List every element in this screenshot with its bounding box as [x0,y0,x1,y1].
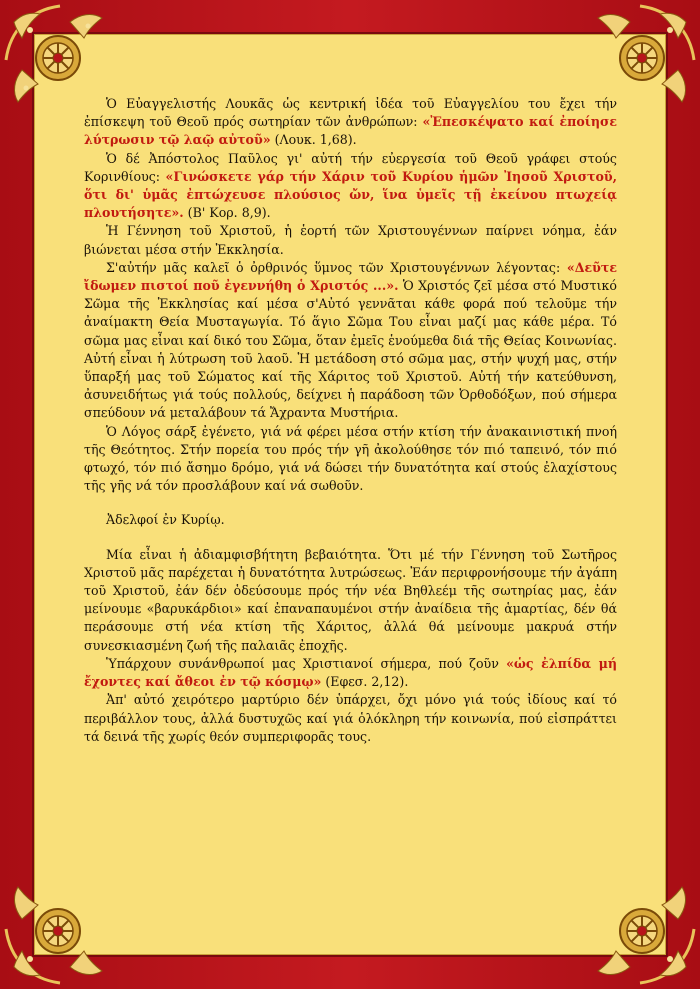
text-run: Ὁ Χριστός ζεῖ μέσα στό Μυστικό Σῶμα τῆς Ἐκκλησίας καί μέσα σ'Αὐτό γεννᾶται κάθε φορά πού τελοῦμε τήν ἀναίμακτη Θεία Μυσταγωγία. Τό ἅγιο Σῶμα Του εἶναι μαζί μας κάθε μέρα. Τό σῶμα μας εἶναι καί δικό του Σῶμα, ὅταν ἐμεῖς ἑνούμεθα διά τῆς Θείας Κοινωνίας. Αὐτή εἶναι ἡ λύτρωση τοῦ λαοῦ. Ἡ μετάδοση στό σῶμα μας, στήν ψυχή μας, στήν ὕπαρξή μας τοῦ Σώματος καί τῆς Χάριτος τοῦ Χριστοῦ. Αὐτή τήν κατεύθυνση, ἀσυνειδήτως γιά τούς πολλούς, δείχνει ἡ παράδοση τῶν Ὀρθοδόξων, πού σήμερα σπεύδουν νά μεταλάβουν τά Ἄχραντα Μυστήρια. [84,278,617,421]
text-run: Ὁ Εὐαγγελιστής Λουκᾶς ὡς κεντρική ἰδέα τοῦ Εὐαγγελίου του ἔχει τήν ἐπίσκεψη τοῦ Θεοῦ πρός σωτηρίαν τῶν ἀνθρώπων: [84,96,617,130]
gold-rosette-corner-icon [6,6,102,102]
paragraph-salutation [84,511,617,529]
text-run: (Β' Κορ. 8,9). [183,205,271,221]
corner-ornament-bottom-right [582,871,700,989]
text-run: Ὑπάρχουν συνάνθρωποί μας Χριστιανοί σήμερα, πού ζοῦν [106,655,507,671]
text-run: Ἀπ' αὐτό χειρότερο μαρτύριο δέν ὑπάρχει, ὄχι μόνο γιά τούς ἰδίους καί τό περιβάλλον τους, ἀλλά δυστυχῶς καί γιά ὁλόκληρη τήν κοινωνία, πού εἰσπράττει τά δεινά τῆς χωρίς θεόν συμπεριφορᾶς τους. [84,692,617,744]
article-body [84,95,617,746]
text-run: (Εφεσ. 2,12). [321,674,409,690]
paragraph-hymn [84,259,617,423]
text-run: Ὁ δέ Ἀπόστολος Παῦλος γι' αὐτή τήν εὐεργεσία τοῦ Θεοῦ γράφει στούς Κορινθίους: [84,150,617,184]
corner-ornament-bottom-left [0,871,118,989]
paragraph-martyrdom [84,691,617,746]
scripture-quote: «ὡς ἐλπίδα μή ἔχοντες καί ἄθεοι ἐν τῷ κόσμῳ» [84,655,617,690]
paragraph-paul [84,150,617,223]
paragraph-luke [84,95,617,150]
scripture-quote: «Γινώσκετε γάρ τήν Χάριν τοῦ Κυρίου ἡμῶν Ἰησοῦ Χριστοῦ, ὅτι δι' ὑμᾶς ἐπτώχευσε πλούσιος ὤν, ἵνα ὑμεῖς τῇ ἐκείνου πτωχείᾳ πλουτήσητε». [84,168,618,221]
paragraph-nativity [84,222,617,258]
text-run: Ὁ Λόγος σάρξ ἐγένετο, γιά νά φέρει μέσα στήν κτίση τήν ἀνακαινιστική πνοή τῆς Θεότητος. Στήν πορεία του πρός τήν γῆ ἀκολούθησε τόν πιό ταπεινό, τόν πιό φτωχό, τόν πιό ἄσημο δρόμο, γιά νά δώσει τήν δυνατότητα καί στούς ἐλαχίστους τῆς γῆς νά τόν προσλάβουν καί νά σωθοῦν. [84,423,617,494]
text-run: Ἀδελφοί ἐν Κυρίῳ. [106,512,225,528]
paragraph-hopeless [84,655,617,691]
paragraph-certainty [84,546,617,655]
text-run: (Λουκ. 1,68). [270,132,357,148]
text-run: Σ'αὐτήν μᾶς καλεῖ ὁ ὀρθρινός ὕμνος τῶν Χριστουγέννων λέγοντας: [106,259,567,275]
scripture-quote: «Δεῦτε ἴδωμεν πιστοί ποῦ ἐγεννήθη ὁ Χριστός ...». [84,259,617,294]
text-run: Ἡ Γέννηση τοῦ Χριστοῦ, ἡ ἑορτή τῶν Χριστουγέννων παίρνει νόημα, ἐάν βιώνεται μέσα στήν Ἐκκλησία. [84,223,617,257]
scripture-quote: «Ἐπεσκέψατο καί ἐποίησε λύτρωσιν τῷ λαῷ αὐτοῦ» [84,114,617,148]
text-run: Μία εἶναι ἡ ἀδιαμφισβήτητη βεβαιότητα. Ὅτι μέ τήν Γέννηση τοῦ Σωτῆρος Χριστοῦ μᾶς παρέχεται ἡ δυνατότητα λυτρώσεως. Ἐάν περιφρονήσουμε τήν ἀγάπη τοῦ Χριστοῦ, ἐάν δέν ὁδεύσουμε πρός τήν νέα Βηθλεέμ τῆς σωτηρίας μας, ἐάν μείνουμε «βαρυκάρδιοι» καί ἐπαναπαυμένοι στήν ἀναίδεια τῆς ἁμαρτίας, δέν θά περάσουμε στή νέα κτίση τῆς Χάριτος, ἀλλά θά μείνουμε μακρυά στήν συνεσκιασμένη ζωή τῆς παλαιᾶς ἐποχῆς. [84,546,617,653]
paragraph-logos [84,423,617,496]
